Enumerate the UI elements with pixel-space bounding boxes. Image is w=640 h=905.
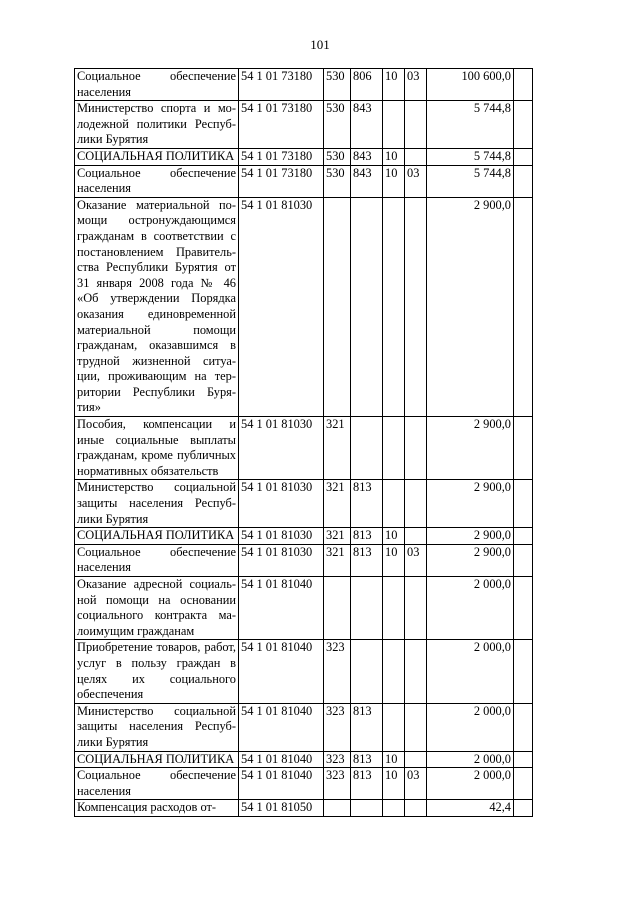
section-code-cell [383,800,405,817]
section-code-cell [383,417,405,480]
subsection-code-cell [405,417,427,480]
administrator-code-cell [351,640,383,703]
amount-cell: 2 900,0 [427,417,514,480]
row-name-cell: Министерство социальной защиты населения Республики Бурятия [75,703,239,751]
expense-type-cell [324,800,351,817]
target-article-code-cell: 54 1 01 81040 [239,577,324,640]
target-article-code-cell: 54 1 01 73180 [239,165,324,197]
empty-cell [514,417,533,480]
target-article-code-cell: 54 1 01 81050 [239,800,324,817]
row-name-cell: Социальное обеспечение населения [75,69,239,101]
section-code-cell [383,640,405,703]
table-row [75,751,533,768]
target-article-code-cell: 54 1 01 81030 [239,528,324,545]
expense-type-cell: 530 [324,165,351,197]
expense-type-cell: 323 [324,768,351,800]
empty-cell [514,528,533,545]
amount-cell: 2 000,0 [427,703,514,751]
administrator-code-cell [351,800,383,817]
administrator-code-cell [351,197,383,416]
row-name-cell: Министерство спорта и молодежной политики Республики Бурятия [75,101,239,149]
section-code-cell [383,197,405,416]
section-code-cell: 10 [383,148,405,165]
row-name-cell: Министерство социальной защиты населения Республики Бурятия [75,480,239,528]
subsection-code-cell [405,751,427,768]
amount-cell: 2 900,0 [427,480,514,528]
subsection-code-cell: 03 [405,69,427,101]
table-row [75,101,533,149]
expense-type-cell: 530 [324,148,351,165]
expense-type-cell [324,197,351,416]
subsection-code-cell: 03 [405,165,427,197]
administrator-code-cell: 813 [351,703,383,751]
target-article-code-cell: 54 1 01 81030 [239,197,324,416]
table-body [75,69,533,817]
empty-cell [514,544,533,576]
amount-cell: 2 000,0 [427,577,514,640]
table-row [75,528,533,545]
table-row [75,768,533,800]
empty-cell [514,101,533,149]
expense-type-cell: 321 [324,528,351,545]
administrator-code-cell: 843 [351,148,383,165]
administrator-code-cell: 813 [351,544,383,576]
subsection-code-cell [405,528,427,545]
target-article-code-cell: 54 1 01 73180 [239,148,324,165]
target-article-code-cell: 54 1 01 81040 [239,751,324,768]
row-name-cell: СОЦИАЛЬНАЯ ПОЛИТИКА [75,528,239,545]
subsection-code-cell [405,197,427,416]
subsection-code-cell [405,148,427,165]
budget-table [74,68,533,817]
row-name-cell: Приобретение товаров, работ, услуг в пользу граждан в целях их социального обеспечения [75,640,239,703]
subsection-code-cell: 03 [405,768,427,800]
row-name-cell: Пособия, компенсации и иные социальные выплаты гражданам, кроме публичных нормативных обязательств [75,417,239,480]
subsection-code-cell [405,480,427,528]
empty-cell [514,69,533,101]
expense-type-cell: 530 [324,101,351,149]
table-row [75,703,533,751]
expense-type-cell: 530 [324,69,351,101]
amount-cell: 2 000,0 [427,751,514,768]
administrator-code-cell [351,417,383,480]
row-name-cell: Оказание адресной социальной помощи на основании социального контракта малоимущим гражданам [75,577,239,640]
table-row [75,165,533,197]
administrator-code-cell: 813 [351,480,383,528]
target-article-code-cell: 54 1 01 81040 [239,703,324,751]
empty-cell [514,480,533,528]
empty-cell [514,703,533,751]
section-code-cell [383,577,405,640]
section-code-cell: 10 [383,165,405,197]
administrator-code-cell: 813 [351,528,383,545]
subsection-code-cell [405,640,427,703]
administrator-code-cell: 843 [351,101,383,149]
amount-cell: 2 900,0 [427,528,514,545]
amount-cell: 2 000,0 [427,640,514,703]
administrator-code-cell: 813 [351,751,383,768]
amount-cell: 5 744,8 [427,148,514,165]
section-code-cell: 10 [383,528,405,545]
section-code-cell [383,480,405,528]
empty-cell [514,577,533,640]
subsection-code-cell [405,800,427,817]
amount-cell: 42,4 [427,800,514,817]
table-row [75,417,533,480]
section-code-cell: 10 [383,751,405,768]
subsection-code-cell: 03 [405,544,427,576]
row-name-cell: Социальное обеспечение населения [75,544,239,576]
section-code-cell [383,101,405,149]
subsection-code-cell [405,703,427,751]
empty-cell [514,148,533,165]
section-code-cell [383,703,405,751]
subsection-code-cell [405,577,427,640]
expense-type-cell: 321 [324,417,351,480]
empty-cell [514,800,533,817]
expense-type-cell: 323 [324,703,351,751]
table-row [75,800,533,817]
target-article-code-cell: 54 1 01 81040 [239,640,324,703]
expense-type-cell: 323 [324,751,351,768]
page-number: 101 [310,37,330,52]
administrator-code-cell: 843 [351,165,383,197]
amount-cell: 2 900,0 [427,197,514,416]
row-name-cell: Компенсация расходов от- [75,800,239,817]
target-article-code-cell: 54 1 01 81030 [239,417,324,480]
expense-type-cell [324,577,351,640]
amount-cell: 2 900,0 [427,544,514,576]
amount-cell: 100 600,0 [427,69,514,101]
expense-type-cell: 321 [324,544,351,576]
empty-cell [514,640,533,703]
empty-cell [514,197,533,416]
amount-cell: 5 744,8 [427,165,514,197]
target-article-code-cell: 54 1 01 81040 [239,768,324,800]
subsection-code-cell [405,101,427,149]
section-code-cell: 10 [383,768,405,800]
administrator-code-cell: 813 [351,768,383,800]
expense-type-cell: 321 [324,480,351,528]
administrator-code-cell [351,577,383,640]
section-code-cell: 10 [383,544,405,576]
row-name-cell: Социальное обеспечение населения [75,165,239,197]
empty-cell [514,165,533,197]
amount-cell: 2 000,0 [427,768,514,800]
table-row [75,148,533,165]
row-name-cell: СОЦИАЛЬНАЯ ПОЛИТИКА [75,751,239,768]
row-name-cell: Социальное обеспечение населения [75,768,239,800]
table-row [75,544,533,576]
empty-cell [514,751,533,768]
target-article-code-cell: 54 1 01 73180 [239,101,324,149]
row-name-cell: СОЦИАЛЬНАЯ ПОЛИТИКА [75,148,239,165]
table-row [75,69,533,101]
row-name-cell: Оказание материальной помощи остронуждающимся гражданам в соответствии с постановлением Правительства Республики Бурятия от 31 января 2008 года № 46 «Об утверждении Порядка оказания единовременной материальной помощи гражданам, оказавшимся в трудной жизненной ситуации, проживающим на территории Республики Бурятия» [75,197,239,416]
empty-cell [514,768,533,800]
table-row [75,577,533,640]
administrator-code-cell: 806 [351,69,383,101]
table-row [75,197,533,416]
amount-cell: 5 744,8 [427,101,514,149]
table-row [75,480,533,528]
target-article-code-cell: 54 1 01 81030 [239,544,324,576]
expense-type-cell: 323 [324,640,351,703]
target-article-code-cell: 54 1 01 73180 [239,69,324,101]
section-code-cell: 10 [383,69,405,101]
target-article-code-cell: 54 1 01 81030 [239,480,324,528]
table-row [75,640,533,703]
